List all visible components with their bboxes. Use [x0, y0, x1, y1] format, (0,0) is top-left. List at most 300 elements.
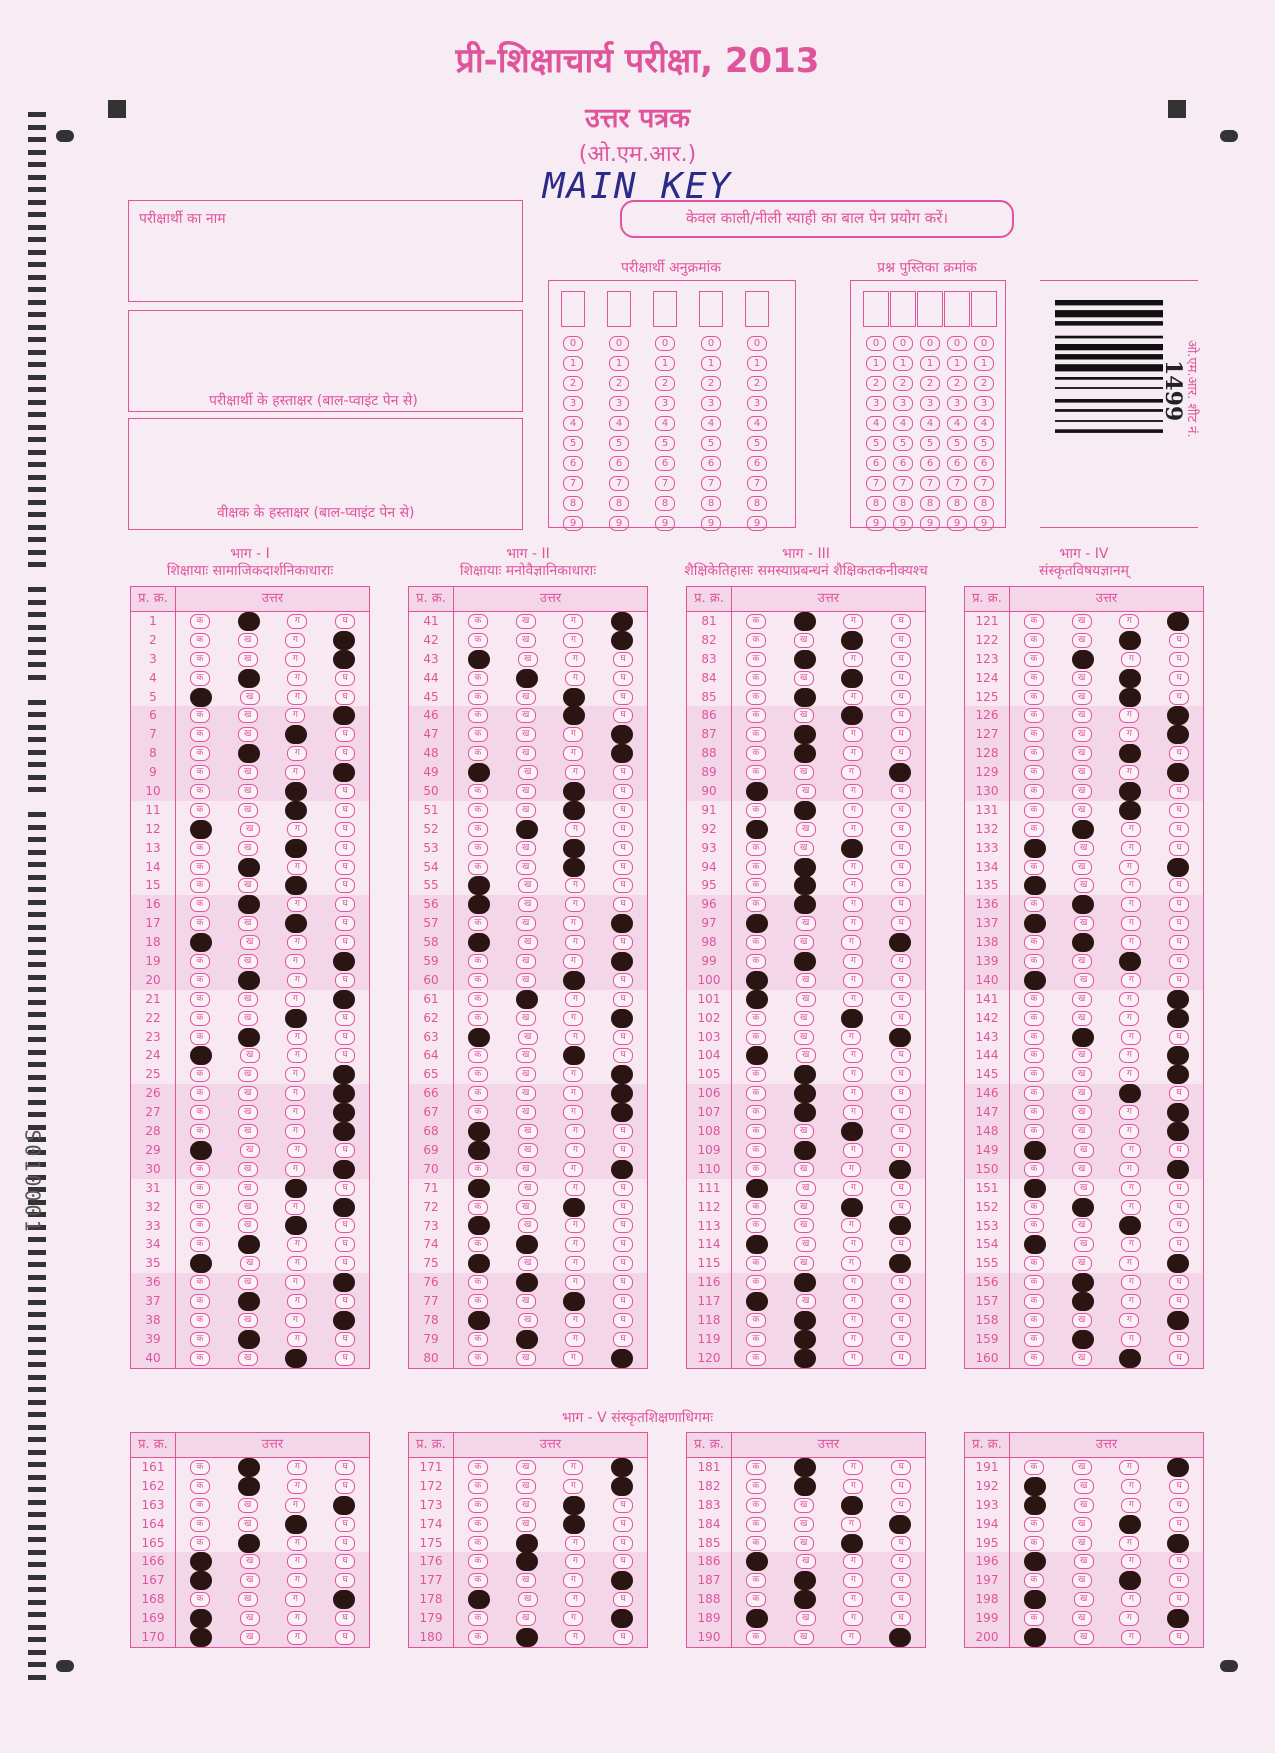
digit-bubble[interactable]: 8: [701, 496, 721, 511]
option-bubble[interactable]: ख: [1072, 1048, 1092, 1063]
option-bubble[interactable]: ग: [843, 784, 863, 799]
option-bubble[interactable]: ग: [1119, 708, 1139, 723]
option-bubble[interactable]: [1119, 631, 1141, 650]
option-bubble[interactable]: ख: [516, 690, 536, 705]
option-bubble[interactable]: ख: [1072, 1162, 1092, 1177]
option-bubble[interactable]: ग: [285, 1124, 305, 1139]
digit-bubble[interactable]: 3: [609, 396, 629, 411]
option-bubble[interactable]: ख: [796, 784, 816, 799]
digit-bubble[interactable]: 2: [893, 376, 913, 391]
option-bubble[interactable]: ग: [563, 1573, 583, 1588]
option-bubble[interactable]: ग: [565, 1181, 585, 1196]
option-bubble[interactable]: ख: [516, 1200, 536, 1215]
option-bubble[interactable]: क: [190, 1332, 210, 1347]
option-bubble[interactable]: ख: [1072, 992, 1092, 1007]
option-bubble[interactable]: क: [1024, 708, 1044, 723]
option-bubble[interactable]: ग: [563, 1460, 583, 1475]
option-bubble[interactable]: क: [190, 1294, 210, 1309]
option-bubble[interactable]: [1024, 1179, 1046, 1198]
option-bubble[interactable]: [238, 858, 260, 877]
option-bubble[interactable]: [1119, 801, 1141, 820]
digit-bubble[interactable]: 0: [655, 336, 675, 351]
option-bubble[interactable]: घ: [613, 841, 633, 856]
option-bubble[interactable]: ग: [287, 1294, 307, 1309]
option-bubble[interactable]: ख: [516, 954, 536, 969]
option-bubble[interactable]: ख: [516, 727, 536, 742]
option-bubble[interactable]: ग: [1119, 1067, 1139, 1082]
option-bubble[interactable]: [563, 858, 585, 877]
option-bubble[interactable]: ग: [841, 1517, 861, 1532]
option-bubble[interactable]: घ: [613, 1181, 633, 1196]
option-bubble[interactable]: [746, 990, 768, 1009]
digit-bubble[interactable]: 6: [747, 456, 767, 471]
option-bubble[interactable]: घ: [335, 1030, 355, 1045]
option-bubble[interactable]: घ: [613, 690, 633, 705]
option-bubble[interactable]: ग: [285, 708, 305, 723]
option-bubble[interactable]: घ: [891, 822, 911, 837]
option-bubble[interactable]: [794, 952, 816, 971]
option-bubble[interactable]: ख: [1072, 1460, 1092, 1475]
option-bubble[interactable]: ग: [285, 1313, 305, 1328]
option-bubble[interactable]: ग: [1121, 1200, 1141, 1215]
option-bubble[interactable]: ग: [563, 1611, 583, 1626]
option-bubble[interactable]: ग: [841, 765, 861, 780]
option-bubble[interactable]: ग: [1119, 1460, 1139, 1475]
option-bubble[interactable]: क: [468, 954, 488, 969]
option-bubble[interactable]: ख: [794, 671, 814, 686]
option-bubble[interactable]: ग: [287, 1048, 307, 1063]
option-bubble[interactable]: [611, 952, 633, 971]
option-bubble[interactable]: घ: [613, 1332, 633, 1347]
option-bubble[interactable]: [746, 1235, 768, 1254]
option-bubble[interactable]: ग: [1121, 1275, 1141, 1290]
digit-bubble[interactable]: 6: [920, 456, 940, 471]
option-bubble[interactable]: ग: [841, 1218, 861, 1233]
option-bubble[interactable]: [516, 1235, 538, 1254]
option-bubble[interactable]: ख: [516, 803, 536, 818]
option-bubble[interactable]: ग: [565, 671, 585, 686]
option-bubble[interactable]: घ: [335, 822, 355, 837]
option-bubble[interactable]: क: [746, 878, 766, 893]
option-bubble[interactable]: [841, 1534, 863, 1553]
option-bubble[interactable]: ग: [565, 822, 585, 837]
digit-bubble[interactable]: 3: [747, 396, 767, 411]
option-bubble[interactable]: क: [190, 671, 210, 686]
digit-bubble[interactable]: 9: [563, 516, 583, 531]
option-bubble[interactable]: क: [190, 765, 210, 780]
option-bubble[interactable]: [794, 876, 816, 895]
option-bubble[interactable]: घ: [891, 633, 911, 648]
option-bubble[interactable]: ग: [563, 1086, 583, 1101]
digit-bubble[interactable]: 8: [747, 496, 767, 511]
option-bubble[interactable]: [238, 744, 260, 763]
option-bubble[interactable]: क: [746, 1536, 766, 1551]
option-bubble[interactable]: क: [190, 1086, 210, 1101]
option-bubble[interactable]: ग: [287, 1332, 307, 1347]
digit-bubble[interactable]: 5: [747, 436, 767, 451]
option-bubble[interactable]: ख: [238, 1498, 258, 1513]
option-bubble[interactable]: घ: [1169, 973, 1189, 988]
digit-bubble[interactable]: 0: [609, 336, 629, 351]
option-bubble[interactable]: ग: [565, 1554, 585, 1569]
option-bubble[interactable]: [468, 1028, 490, 1047]
option-bubble[interactable]: ग: [285, 1086, 305, 1101]
option-bubble[interactable]: [841, 631, 863, 650]
option-bubble[interactable]: क: [190, 652, 210, 667]
option-bubble[interactable]: [1167, 1609, 1189, 1628]
option-bubble[interactable]: क: [190, 746, 210, 761]
option-bubble[interactable]: ख: [516, 1048, 536, 1063]
option-bubble[interactable]: क: [1024, 671, 1044, 686]
option-bubble[interactable]: ग: [1121, 897, 1141, 912]
option-bubble[interactable]: घ: [891, 803, 911, 818]
option-bubble[interactable]: [794, 1590, 816, 1609]
option-bubble[interactable]: क: [468, 1479, 488, 1494]
option-bubble[interactable]: क: [1024, 1048, 1044, 1063]
option-bubble[interactable]: ग: [843, 1048, 863, 1063]
option-bubble[interactable]: घ: [613, 803, 633, 818]
option-bubble[interactable]: क: [190, 897, 210, 912]
option-bubble[interactable]: [563, 1198, 585, 1217]
option-bubble[interactable]: घ: [1169, 1351, 1189, 1366]
option-bubble[interactable]: क: [190, 1067, 210, 1082]
roll-digit-box[interactable]: [653, 291, 677, 327]
option-bubble[interactable]: घ: [891, 1181, 911, 1196]
option-bubble[interactable]: क: [468, 1611, 488, 1626]
option-bubble[interactable]: ख: [796, 1237, 816, 1252]
option-bubble[interactable]: ख: [516, 973, 536, 988]
option-bubble[interactable]: ग: [287, 1554, 307, 1569]
option-bubble[interactable]: ग: [843, 727, 863, 742]
option-bubble[interactable]: घ: [335, 1048, 355, 1063]
digit-bubble[interactable]: 9: [920, 516, 940, 531]
option-bubble[interactable]: क: [746, 633, 766, 648]
option-bubble[interactable]: घ: [613, 1048, 633, 1063]
option-bubble[interactable]: ग: [843, 1460, 863, 1475]
option-bubble[interactable]: ख: [516, 1517, 536, 1532]
digit-bubble[interactable]: 3: [893, 396, 913, 411]
option-bubble[interactable]: घ: [1169, 954, 1189, 969]
option-bubble[interactable]: [746, 1046, 768, 1065]
option-bubble[interactable]: ग: [565, 765, 585, 780]
option-bubble[interactable]: [1119, 669, 1141, 688]
option-bubble[interactable]: ग: [1119, 614, 1139, 629]
digit-bubble[interactable]: 3: [920, 396, 940, 411]
option-bubble[interactable]: ख: [516, 860, 536, 875]
option-bubble[interactable]: [889, 763, 911, 782]
option-bubble[interactable]: घ: [891, 1048, 911, 1063]
option-bubble[interactable]: घ: [613, 992, 633, 1007]
option-bubble[interactable]: घ: [1169, 1275, 1189, 1290]
option-bubble[interactable]: क: [190, 1218, 210, 1233]
option-bubble[interactable]: [1072, 1330, 1094, 1349]
option-bubble[interactable]: [794, 1311, 816, 1330]
option-bubble[interactable]: घ: [335, 1554, 355, 1569]
option-bubble[interactable]: घ: [613, 765, 633, 780]
option-bubble[interactable]: ग: [287, 1237, 307, 1252]
option-bubble[interactable]: [1024, 1590, 1046, 1609]
option-bubble[interactable]: [333, 763, 355, 782]
option-bubble[interactable]: ख: [238, 1105, 258, 1120]
option-bubble[interactable]: क: [190, 841, 210, 856]
option-bubble[interactable]: [190, 1609, 212, 1628]
option-bubble[interactable]: घ: [613, 671, 633, 686]
option-bubble[interactable]: ग: [1121, 935, 1141, 950]
option-bubble[interactable]: क: [746, 1630, 766, 1645]
option-bubble[interactable]: क: [746, 1162, 766, 1177]
option-bubble[interactable]: ग: [1121, 1554, 1141, 1569]
option-bubble[interactable]: ख: [1074, 1143, 1094, 1158]
option-bubble[interactable]: [190, 820, 212, 839]
option-bubble[interactable]: घ: [613, 1218, 633, 1233]
option-bubble[interactable]: [794, 1273, 816, 1292]
option-bubble[interactable]: ख: [516, 784, 536, 799]
option-bubble[interactable]: ख: [1072, 1517, 1092, 1532]
option-bubble[interactable]: ग: [287, 1256, 307, 1271]
option-bubble[interactable]: ख: [238, 878, 258, 893]
option-bubble[interactable]: [516, 1628, 538, 1647]
option-bubble[interactable]: [333, 1103, 355, 1122]
option-bubble[interactable]: [841, 1122, 863, 1141]
option-bubble[interactable]: [563, 688, 585, 707]
option-bubble[interactable]: क: [190, 1124, 210, 1139]
option-bubble[interactable]: घ: [335, 1218, 355, 1233]
option-bubble[interactable]: ख: [238, 708, 258, 723]
option-bubble[interactable]: [563, 1515, 585, 1534]
option-bubble[interactable]: ख: [1072, 614, 1092, 629]
option-bubble[interactable]: ग: [843, 1275, 863, 1290]
option-bubble[interactable]: [1024, 1141, 1046, 1160]
option-bubble[interactable]: [238, 1292, 260, 1311]
option-bubble[interactable]: घ: [891, 1200, 911, 1215]
option-bubble[interactable]: घ: [335, 803, 355, 818]
option-bubble[interactable]: घ: [891, 954, 911, 969]
option-bubble[interactable]: ख: [796, 973, 816, 988]
option-bubble[interactable]: [1167, 1160, 1189, 1179]
option-bubble[interactable]: [468, 763, 490, 782]
option-bubble[interactable]: ग: [285, 1162, 305, 1177]
option-bubble[interactable]: ग: [843, 992, 863, 1007]
option-bubble[interactable]: ख: [238, 954, 258, 969]
option-bubble[interactable]: [1167, 1458, 1189, 1477]
option-bubble[interactable]: ग: [1121, 822, 1141, 837]
digit-bubble[interactable]: 7: [609, 476, 629, 491]
option-bubble[interactable]: [468, 1216, 490, 1235]
option-bubble[interactable]: क: [468, 1200, 488, 1215]
option-bubble[interactable]: ख: [238, 1181, 258, 1196]
option-bubble[interactable]: क: [1024, 1105, 1044, 1120]
option-bubble[interactable]: क: [190, 1517, 210, 1532]
option-bubble[interactable]: [333, 650, 355, 669]
digit-bubble[interactable]: 4: [866, 416, 886, 431]
option-bubble[interactable]: ख: [516, 1011, 536, 1026]
option-bubble[interactable]: घ: [1169, 1218, 1189, 1233]
option-bubble[interactable]: ग: [287, 935, 307, 950]
option-bubble[interactable]: क: [746, 765, 766, 780]
option-bubble[interactable]: क: [190, 1162, 210, 1177]
digit-bubble[interactable]: 4: [893, 416, 913, 431]
digit-bubble[interactable]: 7: [893, 476, 913, 491]
option-bubble[interactable]: [611, 1084, 633, 1103]
option-bubble[interactable]: ग: [843, 973, 863, 988]
option-bubble[interactable]: घ: [891, 1460, 911, 1475]
option-bubble[interactable]: [516, 669, 538, 688]
option-bubble[interactable]: क: [1024, 746, 1044, 761]
option-bubble[interactable]: ख: [794, 1218, 814, 1233]
option-bubble[interactable]: घ: [891, 1498, 911, 1513]
option-bubble[interactable]: क: [746, 1105, 766, 1120]
digit-bubble[interactable]: 6: [866, 456, 886, 471]
option-bubble[interactable]: [468, 1311, 490, 1330]
option-bubble[interactable]: ख: [516, 841, 536, 856]
option-bubble[interactable]: क: [746, 1124, 766, 1139]
booklet-no-grid[interactable]: [850, 280, 1006, 528]
option-bubble[interactable]: ग: [1121, 1143, 1141, 1158]
option-bubble[interactable]: [1167, 1311, 1189, 1330]
option-bubble[interactable]: ख: [1072, 727, 1092, 742]
option-bubble[interactable]: ख: [516, 1105, 536, 1120]
option-bubble[interactable]: ग: [1121, 1498, 1141, 1513]
option-bubble[interactable]: ग: [1119, 727, 1139, 742]
option-bubble[interactable]: ग: [565, 1536, 585, 1551]
option-bubble[interactable]: ख: [238, 1162, 258, 1177]
digit-bubble[interactable]: 1: [920, 356, 940, 371]
option-bubble[interactable]: घ: [335, 897, 355, 912]
option-bubble[interactable]: ख: [1072, 954, 1092, 969]
option-bubble[interactable]: ख: [1072, 784, 1092, 799]
option-bubble[interactable]: क: [1024, 954, 1044, 969]
option-bubble[interactable]: क: [190, 1351, 210, 1366]
option-bubble[interactable]: क: [1024, 1067, 1044, 1082]
option-bubble[interactable]: ख: [516, 1162, 536, 1177]
option-bubble[interactable]: [841, 706, 863, 725]
option-bubble[interactable]: [468, 1179, 490, 1198]
option-bubble[interactable]: घ: [1169, 1294, 1189, 1309]
option-bubble[interactable]: क: [1024, 652, 1044, 667]
option-bubble[interactable]: [1024, 1477, 1046, 1496]
option-bubble[interactable]: ग: [843, 803, 863, 818]
digit-bubble[interactable]: 1: [655, 356, 675, 371]
booklet-digit-box[interactable]: [890, 291, 916, 327]
roll-digit-box[interactable]: [607, 291, 631, 327]
option-bubble[interactable]: क: [1024, 784, 1044, 799]
option-bubble[interactable]: [794, 612, 816, 631]
digit-bubble[interactable]: 2: [920, 376, 940, 391]
option-bubble[interactable]: [516, 1552, 538, 1571]
option-bubble[interactable]: घ: [891, 1086, 911, 1101]
option-bubble[interactable]: क: [1024, 822, 1044, 837]
option-bubble[interactable]: क: [468, 633, 488, 648]
digit-bubble[interactable]: 7: [563, 476, 583, 491]
digit-bubble[interactable]: 7: [655, 476, 675, 491]
option-bubble[interactable]: क: [190, 727, 210, 742]
option-bubble[interactable]: [238, 1235, 260, 1254]
option-bubble[interactable]: ग: [843, 1351, 863, 1366]
option-bubble[interactable]: ख: [1074, 1181, 1094, 1196]
option-bubble[interactable]: क: [1024, 860, 1044, 875]
option-bubble[interactable]: ग: [843, 1554, 863, 1569]
option-bubble[interactable]: घ: [613, 1592, 633, 1607]
option-bubble[interactable]: ग: [843, 916, 863, 931]
option-bubble[interactable]: क: [1024, 1218, 1044, 1233]
option-bubble[interactable]: घ: [613, 1536, 633, 1551]
option-bubble[interactable]: ख: [796, 1554, 816, 1569]
option-bubble[interactable]: क: [746, 708, 766, 723]
option-bubble[interactable]: ख: [240, 1611, 260, 1626]
option-bubble[interactable]: क: [190, 954, 210, 969]
option-bubble[interactable]: घ: [613, 973, 633, 988]
option-bubble[interactable]: [611, 744, 633, 763]
option-bubble[interactable]: घ: [335, 1143, 355, 1158]
option-bubble[interactable]: क: [468, 671, 488, 686]
option-bubble[interactable]: ग: [565, 1256, 585, 1271]
option-bubble[interactable]: ग: [287, 1460, 307, 1475]
option-bubble[interactable]: क: [1024, 1536, 1044, 1551]
option-bubble[interactable]: ग: [1119, 1536, 1139, 1551]
option-bubble[interactable]: [563, 1496, 585, 1515]
option-bubble[interactable]: ग: [1119, 1011, 1139, 1026]
option-bubble[interactable]: ग: [565, 935, 585, 950]
digit-bubble[interactable]: 1: [701, 356, 721, 371]
option-bubble[interactable]: [794, 688, 816, 707]
option-bubble[interactable]: ख: [518, 897, 538, 912]
option-bubble[interactable]: घ: [891, 784, 911, 799]
option-bubble[interactable]: [1119, 688, 1141, 707]
option-bubble[interactable]: ग: [843, 1086, 863, 1101]
option-bubble[interactable]: [794, 1141, 816, 1160]
option-bubble[interactable]: क: [190, 1275, 210, 1290]
option-bubble[interactable]: ख: [518, 935, 538, 950]
option-bubble[interactable]: घ: [335, 935, 355, 950]
option-bubble[interactable]: क: [1024, 1200, 1044, 1215]
option-bubble[interactable]: घ: [891, 1351, 911, 1366]
option-bubble[interactable]: घ: [335, 1517, 355, 1532]
option-bubble[interactable]: ग: [1119, 1313, 1139, 1328]
option-bubble[interactable]: क: [746, 1067, 766, 1082]
option-bubble[interactable]: क: [746, 935, 766, 950]
option-bubble[interactable]: ख: [1072, 1218, 1092, 1233]
booklet-digit-box[interactable]: [971, 291, 997, 327]
option-bubble[interactable]: [563, 782, 585, 801]
option-bubble[interactable]: क: [1024, 1162, 1044, 1177]
option-bubble[interactable]: ख: [794, 1256, 814, 1271]
digit-bubble[interactable]: 5: [947, 436, 967, 451]
digit-bubble[interactable]: 2: [747, 376, 767, 391]
option-bubble[interactable]: [190, 1552, 212, 1571]
digit-bubble[interactable]: 4: [747, 416, 767, 431]
option-bubble[interactable]: घ: [1169, 1237, 1189, 1252]
option-bubble[interactable]: ग: [287, 860, 307, 875]
option-bubble[interactable]: ग: [1121, 1294, 1141, 1309]
option-bubble[interactable]: ख: [1072, 860, 1092, 875]
option-bubble[interactable]: [516, 1273, 538, 1292]
option-bubble[interactable]: [238, 1330, 260, 1349]
option-bubble[interactable]: ख: [1074, 973, 1094, 988]
option-bubble[interactable]: [746, 1609, 768, 1628]
option-bubble[interactable]: घ: [335, 746, 355, 761]
option-bubble[interactable]: [1119, 952, 1141, 971]
option-bubble[interactable]: [285, 1515, 307, 1534]
digit-bubble[interactable]: 6: [655, 456, 675, 471]
option-bubble[interactable]: ग: [1121, 1479, 1141, 1494]
digit-bubble[interactable]: 8: [609, 496, 629, 511]
digit-bubble[interactable]: 8: [893, 496, 913, 511]
option-bubble[interactable]: घ: [891, 841, 911, 856]
digit-bubble[interactable]: 7: [747, 476, 767, 491]
option-bubble[interactable]: [1167, 763, 1189, 782]
option-bubble[interactable]: ख: [238, 1517, 258, 1532]
option-bubble[interactable]: ग: [843, 1573, 863, 1588]
